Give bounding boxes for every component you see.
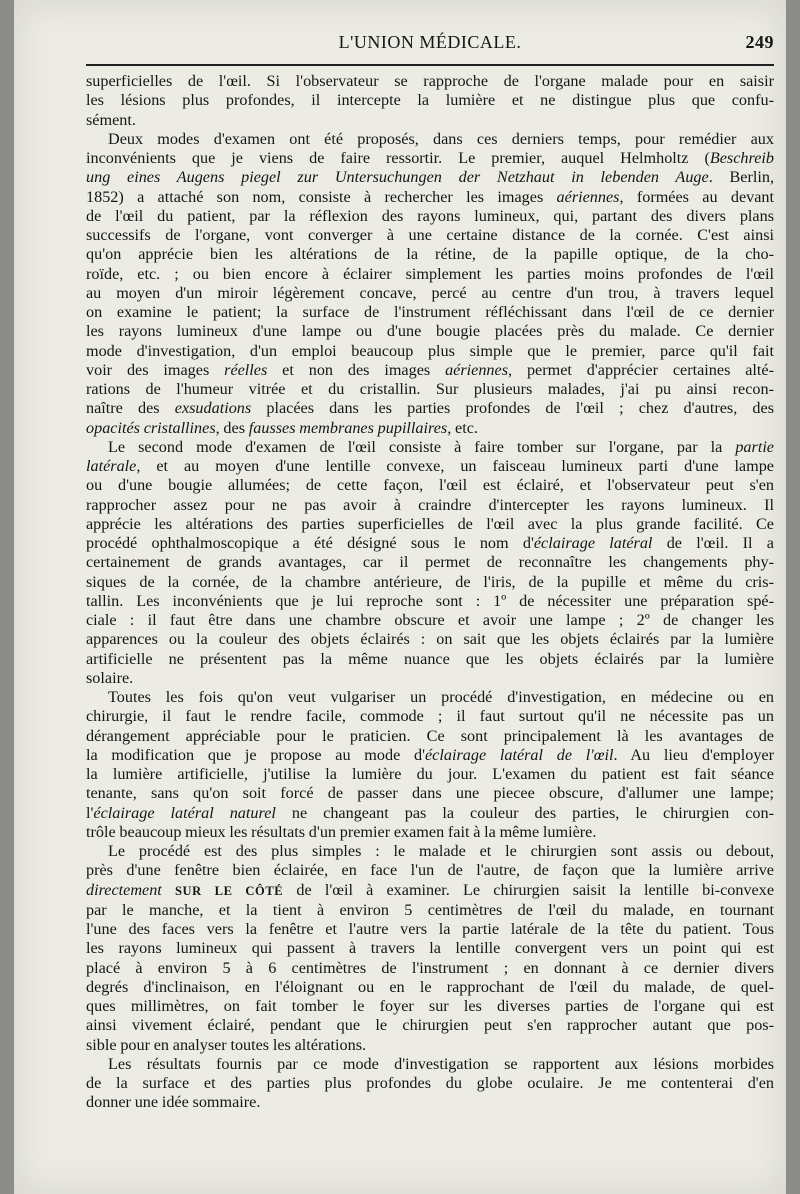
text-line: roïde, etc. ; ou bien encore à éclairer simplement les parties moins profondes de l'œil: [86, 264, 774, 283]
text-line: Le second mode d'examen de l'œil consiste à faire tomber sur l'organe, par la partie: [108, 437, 774, 456]
text-line: les lésions plus profondes, il intercepte la lumière et ne distingue plus que confu-: [86, 91, 774, 110]
text-line: apprécie les altérations des parties superficielles de l'œil avec la plus grande facilité. Ce: [86, 514, 774, 533]
text-line: siques de la cornée, de la chambre antérieure, de l'iris, de la pupille et même du cris-: [86, 572, 774, 591]
page-sheet: [14, 0, 786, 1194]
header-rule: [86, 64, 774, 66]
text-line: on examine le patient; la surface de l'instrument réfléchissant dans l'œil de ce dernier: [86, 303, 774, 321]
text-line: artificielle ne présentent pas la même nuance que les objets éclairés par la lumière: [86, 649, 774, 668]
text-line: de la surface et des parties plus profondes du globe oculaire. Je me contenterai d'en: [86, 1074, 774, 1092]
text-line: degrés d'inclinaison, en l'éloignant ou en le rapprochant de l'œil du malade, de quel-: [86, 977, 774, 996]
text-line: sément.: [86, 110, 136, 129]
text-line: Les résultats fournis par ce mode d'investigation se rapportent aux lésions morbides: [108, 1054, 774, 1073]
text-line: inconvénients que je viens de faire ressortir. Le premier, auquel Helmholtz (Beschreib: [86, 149, 774, 167]
text-line: donner une idée sommaire.: [86, 1093, 261, 1112]
text-line: rations de l'humeur vitrée et du cristallin. Sur plusieurs malades, j'ai pu ainsi recon-: [86, 380, 774, 398]
text-line: superficielles de l'œil. Si l'observateur se rapproche de l'organe malade pour en saisir: [86, 72, 774, 90]
running-header: [86, 28, 774, 56]
text-line: la modification que je propose au mode d'éclairage latéral de l'œil. Au lieu d'employer: [86, 745, 774, 764]
text-line: naître des exsudations placées dans les parties profondes de l'œil ; chez d'autres, des: [86, 399, 774, 418]
text-line: opacités cristallines, des fausses membranes pupillaires, etc.: [86, 418, 478, 437]
text-line: ainsi vivement éclairé, pendant que le chirurgien peut s'en rapprocher autant que pos-: [86, 1016, 774, 1035]
text-line: sible pour en analyser toutes les altérations.: [86, 1035, 367, 1054]
text-line: trôle beaucoup mieux les résultats d'un premier examen fait à la même lumière.: [86, 822, 597, 841]
text-line: ou d'une bougie allumées; de cette façon, l'œil est éclairé, et l'observateur peut s'en: [86, 476, 774, 495]
text-line: certainement de grands avantages, car il permet de reconnaître les changements phy-: [86, 553, 774, 572]
text-line: directement SUR LE CÔTÉ de l'œil à examiner. Le chirurgien saisit la lentille bi-convexe: [86, 880, 774, 899]
text-line: solaire.: [86, 668, 134, 687]
text-line: l'éclairage latéral naturel ne changeant pas la couleur des parties, le chirurgien con-: [86, 803, 774, 822]
document-page: [86, 28, 774, 1113]
text-line: qu'on apprécie bien les altérations de la rétine, de la papille optique, de la cho-: [86, 245, 774, 264]
text-line: ung eines Augens piegel zur Untersuchungen der Netzhaut in lebenden Auge. Berlin,: [86, 168, 774, 187]
text-line: 1852) a attaché son nom, consiste à rechercher les images aériennes, formées au devant: [86, 187, 774, 206]
text-line: près d'une fenêtre bien éclairée, en face l'un de l'autre, de façon que la lumière arrive: [86, 861, 774, 880]
text-line: tenante, sans qu'on soit forcé de passer dans une piecee obscure, d'allumer une lampe;: [86, 784, 774, 803]
text-line: les rayons lumineux qui passent à travers la lentille convergent vers un point qui est: [86, 939, 774, 958]
text-line: latérale, et au moyen d'une lentille convexe, un faisceau lumineux parti d'une lampe: [86, 457, 774, 475]
text-line: la lumière artificielle, j'utilise la lumière du jour. L'examen du patient est fait séance: [86, 765, 774, 783]
text-line: par le manche, et la tient à environ 5 centimètres de l'œil du malade, en tournant: [86, 900, 774, 919]
text-line: ques millimètres, on fait tomber le foyer sur les diverses parties de l'organe qui est: [86, 997, 774, 1015]
running-title: L'UNION MÉDICALE.: [338, 32, 522, 52]
page-number: 249: [745, 32, 774, 52]
text-line: ciale : il faut être dans une chambre obscure et avoir une lampe ; 2º de changer les: [86, 611, 774, 629]
text-line: Toutes les fois qu'on veut vulgariser un procédé d'investigation, en médecine ou en: [108, 688, 774, 706]
text-line: procédé ophthalmoscopique a été désigné sous le nom d'éclairage latéral de l'œil. Il a: [86, 534, 774, 552]
text-line: au moyen d'un miroir légèrement concave, percé au centre d'un trou, à travers lequel: [86, 283, 774, 302]
text-line: placé à environ 5 à 6 centimètres de l'instrument ; en donnant à ce dernier divers: [86, 958, 774, 977]
text-line: Le procédé est des plus simples : le malade et le chirurgien sont assis ou debout,: [108, 842, 774, 860]
text-line: apparences ou la couleur des objets éclairés : on sait que les objets éclairés par la lumière: [86, 630, 774, 649]
text-line: successifs de l'organe, vont converger à une certaine distance de la cornée. C'est ainsi: [86, 226, 774, 244]
text-line: dérangement appréciable pour le praticien. Ce sont principalement là les avantages de: [86, 726, 774, 745]
text-line: mode d'investigation, d'un emploi beaucoup plus simple que le premier, parce qu'il fait: [86, 341, 774, 360]
body-text: [86, 72, 774, 1113]
text-line: rapprocher assez pour ne pas avoir à craindre d'intercepter les rayons lumineux. Il: [86, 495, 774, 514]
text-line: les rayons lumineux d'une lampe ou d'une bougie placées près du malade. Ce dernier: [86, 322, 774, 341]
text-line: de l'œil du patient, par la réflexion des rayons lumineux, qui, partant des divers plans: [86, 206, 774, 225]
text-line: voir des images réelles et non des images aériennes, permet d'apprécier certaines alté-: [86, 360, 774, 379]
text-line: l'une des faces vers la fenêtre et l'autre vers la partie latérale de la tête du patient. Tous: [86, 920, 774, 938]
text-line: Deux modes d'examen ont été proposés, dans ces derniers temps, pour remédier aux: [108, 129, 774, 148]
text-line: chirurgie, il faut le rendre facile, commode ; il faut surtout qu'il ne nécessite pas un: [86, 707, 774, 726]
text-line: tallin. Les inconvénients que je lui reproche sont : 1º de nécessiter une préparation spé-: [86, 591, 774, 610]
